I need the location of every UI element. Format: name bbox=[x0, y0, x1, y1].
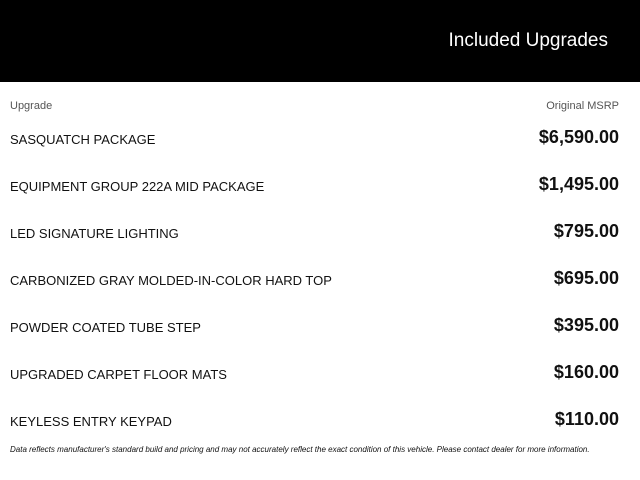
disclaimer-text: Data reflects manufacturer's standard build and pricing and may not accurately reflect the exact condition of this vehicle. Please contact dealer for more information. bbox=[10, 445, 590, 454]
upgrade-price: $795.00 bbox=[553, 221, 619, 241]
upgrade-name: CARBONIZED GRAY MOLDED-IN-COLOR HARD TOP bbox=[10, 273, 332, 288]
list-item bbox=[10, 303, 619, 350]
upgrade-name: POWDER COATED TUBE STEP bbox=[10, 320, 201, 335]
upgrade-name: LED SIGNATURE LIGHTING bbox=[10, 226, 179, 241]
list-item bbox=[10, 397, 619, 444]
column-headers bbox=[10, 100, 619, 114]
list-item bbox=[10, 162, 619, 209]
upgrade-name: SASQUATCH PACKAGE bbox=[10, 132, 156, 147]
upgrade-name: UPGRADED CARPET FLOOR MATS bbox=[10, 367, 227, 382]
upgrade-name: EQUIPMENT GROUP 222A MID PACKAGE bbox=[10, 179, 265, 194]
column-header-upgrade: Upgrade bbox=[10, 100, 53, 112]
upgrades-list bbox=[10, 115, 619, 444]
upgrade-price: $395.00 bbox=[553, 315, 619, 335]
upgrade-price: $110.00 bbox=[554, 409, 619, 429]
header-bar bbox=[0, 0, 640, 82]
list-item bbox=[10, 350, 619, 397]
upgrade-price: $160.00 bbox=[553, 362, 619, 382]
list-item bbox=[10, 115, 619, 162]
upgrade-price: $1,495.00 bbox=[538, 174, 619, 194]
list-item bbox=[10, 256, 619, 303]
upgrade-name: KEYLESS ENTRY KEYPAD bbox=[10, 414, 172, 429]
upgrade-price: $695.00 bbox=[553, 268, 619, 288]
column-header-msrp: Original MSRP bbox=[546, 100, 619, 112]
list-item bbox=[10, 209, 619, 256]
upgrade-price: $6,590.00 bbox=[538, 127, 619, 147]
page-title: Included Upgrades bbox=[448, 30, 608, 51]
